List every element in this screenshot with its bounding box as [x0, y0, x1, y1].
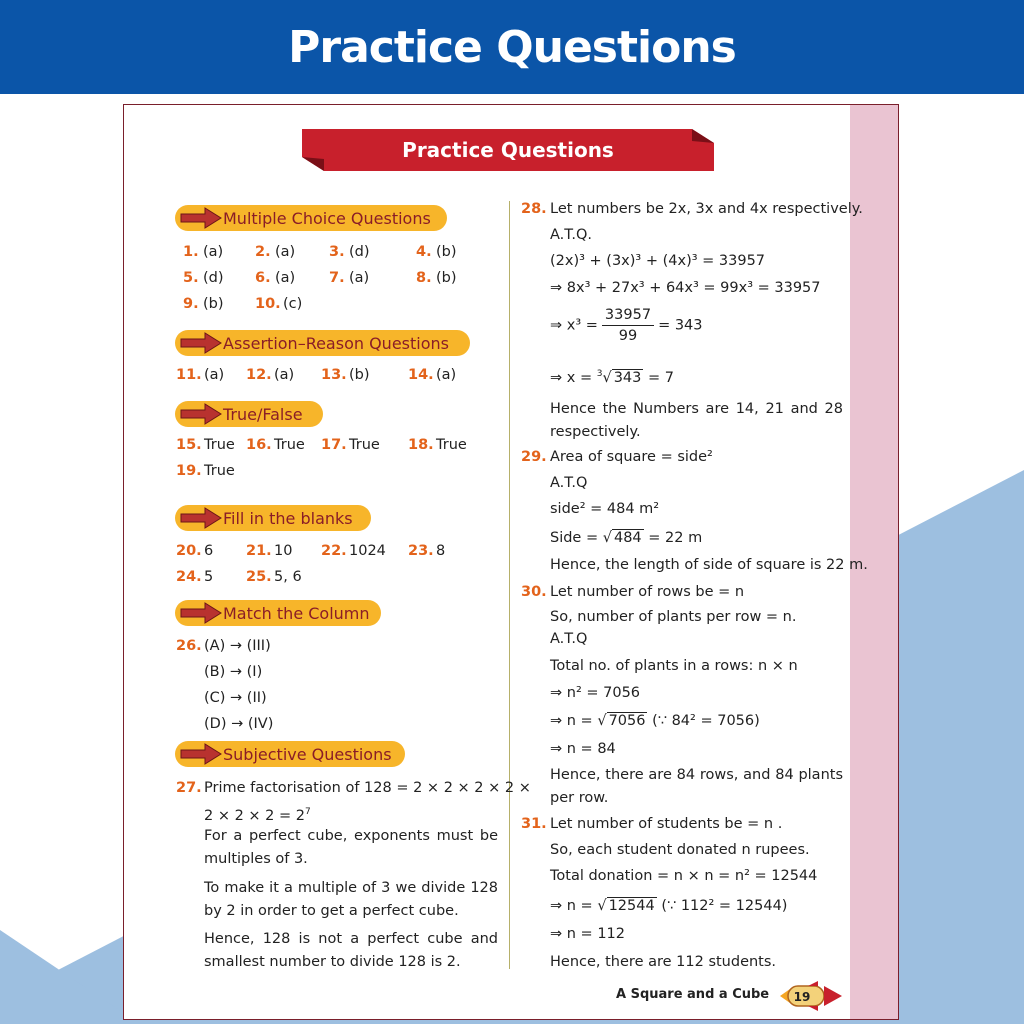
q31-line: Total donation = n × n = n² = 12544	[550, 868, 818, 884]
answer-value: (a)	[275, 244, 296, 260]
question-number: 31.	[521, 816, 547, 832]
answer-number: 24.	[176, 569, 202, 585]
section-match-column	[175, 600, 381, 626]
q30-line: A.T.Q	[550, 631, 588, 647]
answer-number: 20.	[176, 543, 202, 559]
q30-line: ⇒ n = 84	[550, 741, 616, 757]
column-divider	[509, 201, 510, 969]
worksheet-page	[123, 104, 899, 1020]
q30-line: Let number of rows be = n	[550, 584, 745, 600]
section-fill-blanks	[175, 505, 371, 531]
answer-number: 4.	[416, 244, 432, 260]
question-number: 27.	[176, 780, 202, 796]
q29-sqrt-line: Side = √ 484 = 22 m	[550, 530, 703, 546]
answer-value: (b)	[349, 367, 370, 383]
answer-value: 8	[436, 543, 446, 559]
answer-number: 11.	[176, 367, 202, 383]
answer-number: 6.	[255, 270, 271, 286]
answer-value: 10	[274, 543, 293, 559]
answer-value: (b)	[436, 244, 457, 260]
q28-para: Hence the Numbers are 14, 21 and 28 respectively.	[550, 401, 843, 440]
answer-value: (b)	[203, 296, 224, 312]
question-number: 30.	[521, 584, 547, 600]
answer-number: 16.	[246, 437, 272, 453]
answer-number: 10.	[255, 296, 281, 312]
answer-value: (d)	[349, 244, 370, 260]
question-number: 28.	[521, 201, 547, 217]
answer-value: 6	[204, 543, 214, 559]
answer-number: 15.	[176, 437, 202, 453]
q28-line: (2x)³ + (3x)³ + (4x)³ = 33957	[550, 253, 766, 269]
question-number: 29.	[521, 449, 547, 465]
q29-line: Hence, the length of side of square is 22 m.	[550, 557, 868, 573]
match-row: (C) → (II)	[204, 690, 267, 706]
arrow-icon	[175, 401, 223, 427]
q29-line: side² = 484 m²	[550, 501, 660, 517]
answer-number: 14.	[408, 367, 434, 383]
q31-line: Let number of students be = n .	[550, 816, 783, 832]
q30-line: ⇒ n² = 7056	[550, 685, 641, 701]
answer-number: 9.	[183, 296, 199, 312]
section-title: Multiple Choice Questions	[223, 208, 431, 228]
title-ribbon	[302, 129, 714, 171]
arrow-icon	[175, 505, 223, 531]
answer-number: 17.	[321, 437, 347, 453]
answer-value: (a)	[275, 270, 296, 286]
answer-number: 22.	[321, 543, 347, 559]
q28-line: ⇒ 8x³ + 27x³ + 64x³ = 99x³ = 33957	[550, 280, 821, 296]
match-row: (D) → (IV)	[204, 716, 274, 732]
answer-number: 18.	[408, 437, 434, 453]
q28-fraction-line: ⇒ x³ = $\frac{33957}{99}$ = 343	[550, 307, 703, 344]
section-title: Subjective Questions	[223, 744, 392, 764]
q30-line: So, number of plants per row = n.	[550, 609, 797, 625]
section-title: Match the Column	[223, 603, 370, 623]
answer-number: 13.	[321, 367, 347, 383]
answer-number: 1.	[183, 244, 199, 260]
answer-value: (a)	[274, 367, 295, 383]
q30-sqrt-line: ⇒ n = √ 7056 (∵ 84² = 7056)	[550, 713, 760, 729]
q31-line: Hence, there are 112 students.	[550, 954, 777, 970]
answer-number: 7.	[329, 270, 345, 286]
q27-para: For a perfect cube, exponents must be multiples of 3.	[204, 828, 498, 867]
arrow-icon	[175, 330, 223, 356]
q28-line: A.T.Q.	[550, 227, 593, 243]
section-assertion-reason	[175, 330, 470, 356]
answer-value: True	[436, 437, 467, 453]
q27-line: $2 \times 2 \times 2 = 2^7$	[204, 807, 311, 824]
section-mcq	[175, 205, 447, 231]
answer-value: 5	[204, 569, 214, 585]
q30-para: Hence, there are 84 rows, and 84 plants per row.	[550, 767, 843, 806]
answer-value: (c)	[283, 296, 303, 312]
match-row: (A) → (III)	[204, 638, 271, 654]
q28-cuberoot-line: ⇒ x = $^3$√ 343 = 7	[550, 369, 674, 386]
answer-value: (b)	[436, 270, 457, 286]
answer-number: 12.	[246, 367, 272, 383]
answer-value: 1024	[349, 543, 386, 559]
q29-line: A.T.Q	[550, 475, 588, 491]
question-number: 26.	[176, 638, 202, 654]
answer-number: 25.	[246, 569, 272, 585]
answer-number: 2.	[255, 244, 271, 260]
q31-sqrt-line: ⇒ n = √ 12544 (∵ 112² = 12544)	[550, 898, 788, 914]
answer-number: 8.	[416, 270, 432, 286]
answer-value: True	[204, 437, 235, 453]
answer-value: True	[204, 463, 235, 479]
section-subjective	[175, 741, 405, 767]
arrow-icon	[175, 741, 223, 767]
banner-title: Practice Questions	[288, 21, 736, 73]
answer-value: (a)	[349, 270, 370, 286]
q31-line: So, each student donated n rupees.	[550, 842, 810, 858]
q27-para: To make it a multiple of 3 we divide 128 by 2 in order to get a perfect cube.	[204, 880, 498, 919]
answer-number: 3.	[329, 244, 345, 260]
answer-value: (a)	[436, 367, 457, 383]
match-row: (B) → (I)	[204, 664, 263, 680]
section-title: True/False	[223, 404, 303, 424]
answer-value: (a)	[203, 244, 224, 260]
top-banner	[0, 0, 1024, 94]
q28-line: Let numbers be 2x, 3x and 4x respectively.	[550, 201, 863, 217]
q27-line: Prime factorisation of 128 = 2 × 2 × 2 × 2 ×	[204, 780, 531, 796]
arrow-icon	[175, 600, 223, 626]
answer-value: True	[349, 437, 380, 453]
chapter-title: A Square and a Cube	[616, 987, 770, 1002]
ribbon-title: Practice Questions	[402, 138, 614, 162]
q30-line: Total no. of plants in a rows: n × n	[550, 658, 798, 674]
answer-number: 19.	[176, 463, 202, 479]
answer-value: True	[274, 437, 305, 453]
section-true-false	[175, 401, 323, 427]
answer-value: (d)	[203, 270, 224, 286]
answer-number: 21.	[246, 543, 272, 559]
page-number: 19	[793, 990, 811, 1004]
answer-value: 5, 6	[274, 569, 302, 585]
arrow-icon	[175, 205, 223, 231]
q27-para: Hence, 128 is not a perfect cube and smallest number to divide 128 is 2.	[204, 931, 498, 970]
rocket-icon	[778, 981, 844, 1011]
answer-value: (a)	[204, 367, 225, 383]
answer-number: 23.	[408, 543, 434, 559]
section-title: Assertion–Reason Questions	[223, 333, 449, 353]
answer-number: 5.	[183, 270, 199, 286]
section-title: Fill in the blanks	[223, 508, 353, 528]
q31-line: ⇒ n = 112	[550, 926, 625, 942]
q29-line: Area of square = side²	[550, 449, 713, 465]
